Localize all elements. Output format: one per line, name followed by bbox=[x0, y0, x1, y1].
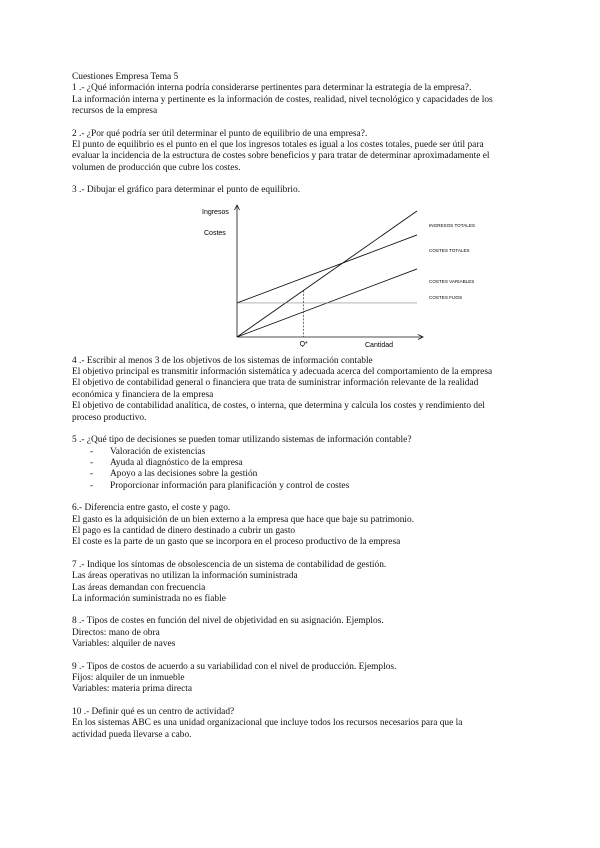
answer-4-line-1: El objetivo principal es transmitir información sistemática y adecuada acerca del comportamiento de la empresa bbox=[72, 367, 493, 378]
question-7: 7 .- Indique los síntomas de obsolescencia de un sistema de contabilidad de gestión. bbox=[72, 559, 387, 570]
series-line-costes-totales bbox=[237, 235, 417, 303]
question-2: 2 .- ¿Por qué podría ser útil determinar el punto de equilibrio de una empresa?. bbox=[72, 128, 368, 139]
chart-xlabel: Cantidad bbox=[365, 341, 394, 347]
chart-xtick-q-star: Q* bbox=[299, 340, 308, 347]
decision-list bbox=[72, 447, 532, 493]
question-5: 5 .- ¿Qué tipo de decisiones se pueden tomar utilizando sistemas de información contable? bbox=[72, 435, 412, 446]
answer-6-line-3: El coste es la parte de un gasto que se incorpora en el proceso productivo de la empresa bbox=[72, 537, 401, 548]
answer-4-line-4: El objetivo de contabilidad analítica, de costes, o interna, que determina y calcula los costes y rendimiento del bbox=[72, 401, 485, 412]
answer-6-line-1: El gasto es la adquisición de un bien externo a la empresa que hace que baje su patrimonio. bbox=[72, 514, 415, 525]
answer-6-line-2: El pago es la cantidad de dinero destinado a cubrir un gasto bbox=[72, 525, 296, 536]
question-1: 1 .- ¿Qué información interna podría considerarse pertinentes para determinar la estrategia de la empresa?. bbox=[72, 83, 472, 94]
list-item: - Proporcionar información para planificación y control de costes bbox=[90, 480, 350, 491]
question-block-2 bbox=[72, 129, 532, 175]
answer-7-line-2: Las áreas demandan con frecuencia bbox=[72, 582, 206, 593]
answer-1-line-2: recursos de la empresa bbox=[72, 106, 158, 117]
answer-2-line-2: evaluar la incidencia de la estructura de costes sobre beneficios y para tratar de determinar aproximadamente el bbox=[72, 151, 490, 162]
question-block-4 bbox=[72, 356, 532, 424]
answer-4-line-3: económica y financiera de la empresa bbox=[72, 389, 214, 400]
question-block-3 bbox=[72, 185, 532, 346]
answer-8-line-2: Variables: alquiler de naves bbox=[72, 639, 176, 650]
question-4: 4 .- Escribir al menos 3 de los objetivos de los sistemas de información contable bbox=[72, 355, 373, 366]
question-block-9 bbox=[72, 662, 532, 696]
answer-9-line-2: Variables: materia prima directa bbox=[72, 684, 192, 695]
list-item: - Ayuda al diagnóstico de la empresa bbox=[90, 457, 243, 468]
question-3: 3 .- Dibujar el gráfico para determinar el punto de equilibrio. bbox=[72, 185, 301, 196]
list-item: - Apoyo a las decisiones sobre la gestión bbox=[90, 469, 258, 480]
question-block-8 bbox=[72, 616, 532, 650]
answer-4-line-5: proceso productivo. bbox=[72, 412, 147, 423]
answer-2-line-3: volumen de producción que cubre los costes. bbox=[72, 162, 241, 173]
answer-2-line-1: El punto de equilibrio es el punto en el que los ingresos totales es igual a los costes totales, puede ser útil para bbox=[72, 140, 484, 151]
question-10: 10 .- Definir qué es un centro de actividad? bbox=[72, 706, 235, 717]
series-line-ingresos-totales bbox=[237, 211, 417, 337]
document-title: Cuestiones Empresa Tema 5 bbox=[72, 72, 179, 82]
series-label: COSTES TOTALES bbox=[429, 247, 470, 253]
answer-7-line-1: Las áreas operativas no utilizan la información suministrada bbox=[72, 571, 298, 582]
question-8: 8 .- Tipos de costes en función del nivel de objetividad en su asignación. Ejemplos. bbox=[72, 616, 384, 627]
answer-10-line-1: En los sistemas ABC es una unidad organizacional que incluye todos los recursos necesarios para que la bbox=[72, 718, 463, 729]
series-label: INGRESOS TOTALES bbox=[429, 222, 475, 228]
answer-8-line-1: Directos: mano de obra bbox=[72, 627, 160, 638]
answer-1-line-1: La información interna y pertinente es la información de costes, realidad, nivel tecnológico y capacidades de los bbox=[72, 94, 493, 105]
question-6: 6.- Diferencia entre gasto, el coste y pago. bbox=[72, 503, 231, 514]
document-page bbox=[72, 72, 532, 741]
list-item: - Valoración de existencias bbox=[90, 446, 206, 457]
question-block-1 bbox=[72, 83, 532, 117]
question-block-10 bbox=[72, 707, 532, 741]
question-block-7 bbox=[72, 560, 532, 606]
answer-9-line-1: Fijos: alquiler de un inmueble bbox=[72, 673, 185, 683]
break-even-chart bbox=[72, 197, 532, 347]
chart-ylabel-top: Ingresos bbox=[202, 208, 229, 216]
question-block-5 bbox=[72, 435, 532, 492]
answer-4-line-2: El objetivo de contabilidad general o financiera que trata de suministrar información relevante de la realidad bbox=[72, 378, 479, 389]
chart-ylabel-bottom: Costes bbox=[204, 229, 226, 237]
series-label: COSTES VARIABLES bbox=[429, 278, 475, 284]
question-9: 9 .- Tipos de costos de acuerdo a su variabilidad con el nivel de producción. Ejemplos. bbox=[72, 661, 397, 672]
answer-10-line-2: actividad pueda llevarse a cabo. bbox=[72, 729, 192, 740]
break-even-chart-svg bbox=[72, 197, 532, 347]
series-label: COSTES FIJOS bbox=[429, 294, 463, 300]
question-block-6 bbox=[72, 503, 532, 549]
answer-7-line-3: La información suministrada no es fiable bbox=[72, 593, 226, 604]
